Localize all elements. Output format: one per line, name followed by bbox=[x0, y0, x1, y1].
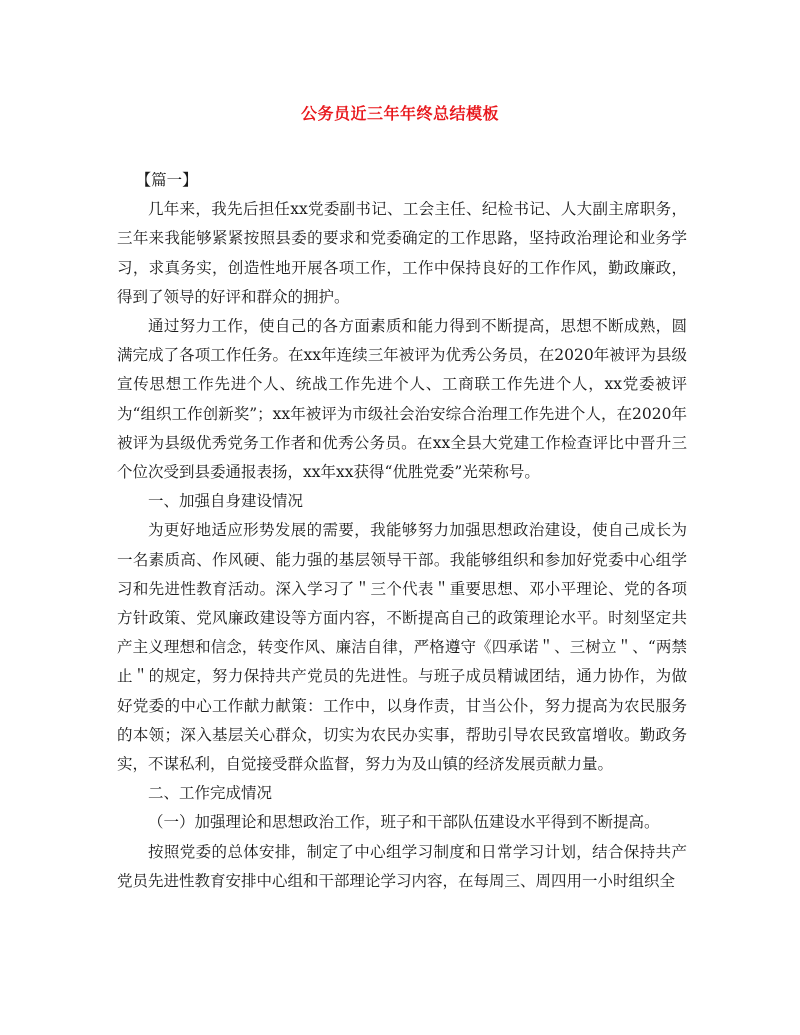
document-title: 公务员近三年年终总结模板 bbox=[300, 104, 499, 123]
paragraph-self-building: 为更好地适应形势发展的需要，我能够努力加强思想政治建设，使自己成长为一名素质高、作风硬、能力强的基层领导干部。我能够组织和参加好党委中心组学习和先进性教育活动。深入学习了＂三个代表＂重要思想、邓小平理论、党的各项方针政策、党风廉政建设等方面内容，不断提高自己的政策理论水平。时刻坚定共产主义理想和信念，转变作风、廉洁自律，严格遵守《四承诺＂、三树立＂、“两禁止＂的规定，努力保持共产党员的先进性。与班子成员精诚团结，通力协作，为做好党委的中心工作献力献策：工作中，以身作责，甘当公仆，努力提高为农民服务的本领；深入基层关心群众，切实为农民办实事，帮助引导农民致富增收。勤政务实，不谋私利，自觉接受群众监督，努力为及山镇的经济发展贡献力量。 bbox=[117, 521, 687, 774]
paragraph-achievements: 通过努力工作，使自己的各方面素质和能力得到不断提高，思想不断成熟，圆满完成了各项工作任务。在xx年连续三年被评为优秀公务员，在2020年被评为县级宣传思想工作先进个人、统战工作先进个人、工商联工作先进个人，xx党委被评为“组织工作创新奖”；xx年被评为市级社会治安综合治理工作先进个人，在2020年被评为县级优秀党务工作者和优秀公务员。在xx全县大党建工作检查评比中晋升三个位次受到县委通报表扬，xx年xx获得“优胜党委”光荣称号。 bbox=[117, 317, 687, 482]
document-body bbox=[117, 166, 687, 896]
paragraph-study-plan: 按照党委的总体安排，制定了中心组学习制度和日常学习计划，结合保持共产党员先进性教育安排中心组和干部理论学习内容，在每周三、周四用一小时组织全 bbox=[117, 842, 687, 890]
heading-work-completion: 二、工作完成情况 bbox=[148, 784, 273, 803]
heading-self-building: 一、加强自身建设情况 bbox=[148, 492, 304, 511]
subheading-theory-work: （一）加强理论和思想政治工作，班子和干部队伍建设水平得到不断提高。 bbox=[148, 813, 660, 832]
section-label: 【篇一】 bbox=[135, 171, 198, 189]
paragraph-intro: 几年来，我先后担任xx党委副书记、工会主任、纪检书记、人大副主席职务，三年来我能够紧紧按照县委的要求和党委确定的工作思路，坚持政治理论和业务学习，求真务实，创造性地开展各项工作，工作中保持良好的工作作风，勤政廉政，得到了领导的好评和群众的拥护。 bbox=[117, 200, 687, 306]
